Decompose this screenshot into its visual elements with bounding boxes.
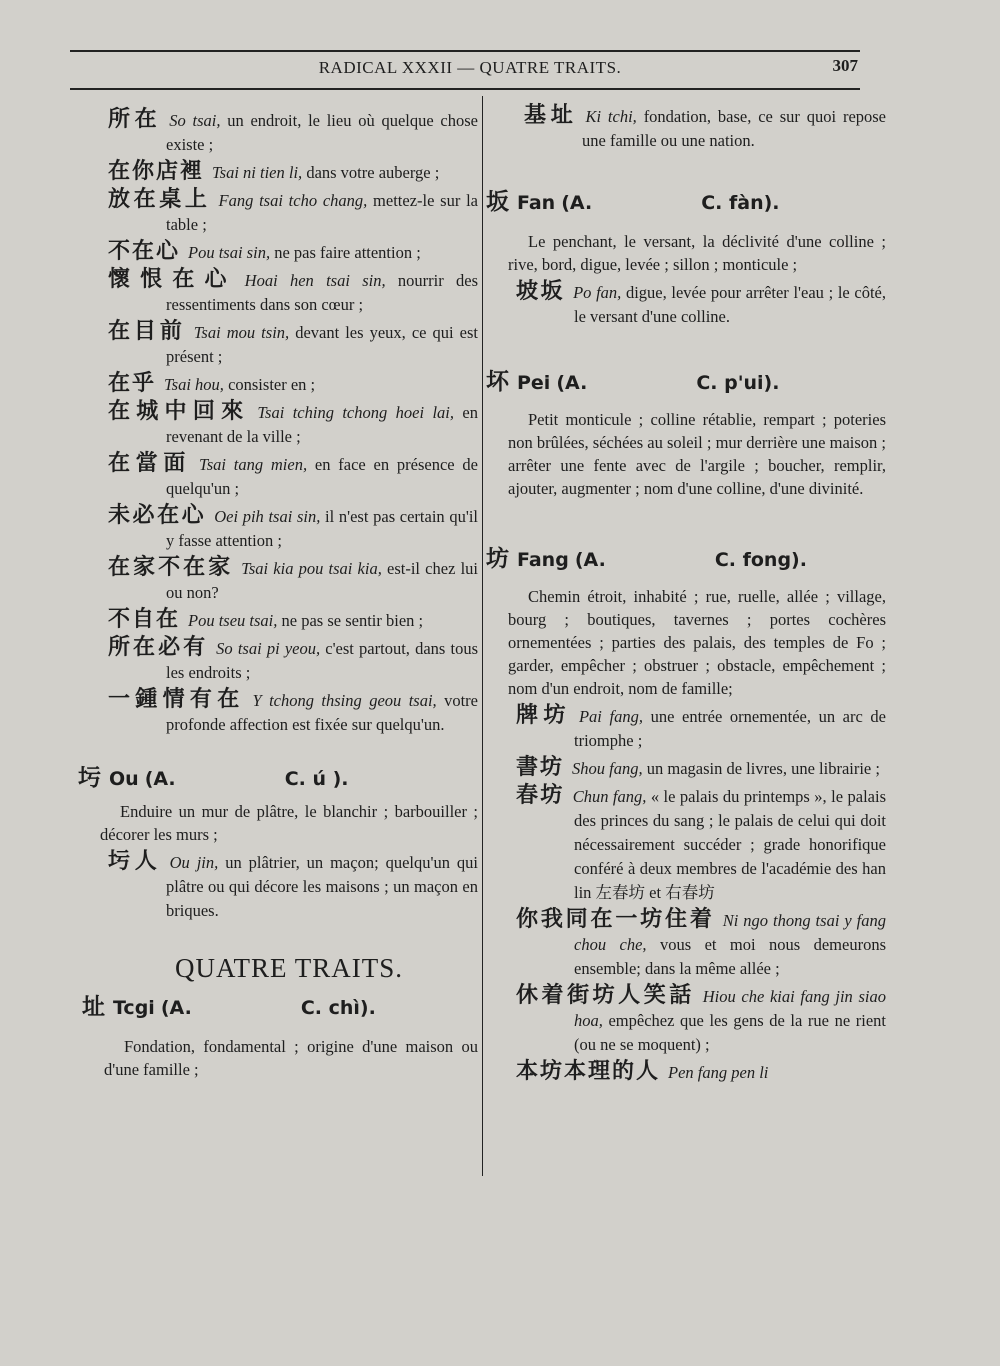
fan-head	[486, 183, 886, 216]
pei-block	[486, 363, 886, 500]
entry-chinese: 牌坊	[516, 703, 571, 728]
entry-romanization: So tsai pi yeou,	[216, 639, 321, 658]
section-title: QUATRE TRAITS.	[174, 953, 403, 983]
fan-block	[486, 183, 886, 276]
entry-chinese: 所在	[108, 107, 162, 132]
header-rule-top	[70, 50, 860, 52]
entry-romanization: Tsai tching tchong hoei lai,	[257, 403, 455, 422]
entry-definition: consister en ;	[228, 375, 316, 394]
entry-chinese: 在目前	[108, 319, 186, 344]
entry-definition: votre profonde affection est fixée sur quelqu'un.	[166, 691, 478, 734]
dictionary-entry	[100, 608, 478, 633]
fang-head	[486, 540, 886, 573]
right-entry-list	[516, 104, 886, 153]
entry-chinese: 不自在	[108, 607, 181, 632]
entry-definition: nourrir des ressentiments dans son cœur ;	[166, 271, 478, 314]
entry-romanization: Ni ngo thong tsai y fang chou che,	[574, 911, 886, 954]
entry-chinese: 圬人	[108, 849, 162, 874]
dictionary-entry	[100, 160, 478, 185]
entry-definition: une entrée ornementée, un arc de triomphe ;	[574, 707, 887, 750]
entry-chinese: 書坊	[516, 755, 565, 780]
entry-chinese: 一鍾情有在	[108, 687, 245, 712]
entry-definition: fondation, base, ce sur quoi repose une famille ou une nation.	[582, 107, 887, 150]
entry-romanization: Ki tchi,	[585, 107, 637, 126]
dictionary-entry	[100, 372, 478, 397]
ou-block	[78, 759, 478, 846]
entry-definition: il n'est pas certain qu'il y fasse attention ;	[166, 507, 478, 550]
ou-entry-list	[100, 850, 478, 923]
dictionary-entry	[100, 636, 478, 685]
entry-definition: digue, levée pour arrêter l'eau ; le côté, le versant d'une colline.	[574, 283, 886, 326]
fan-character: 坂	[486, 189, 509, 215]
entry-romanization: Tsai mou tsin,	[193, 323, 290, 342]
entry-chinese: 在家不在家	[108, 555, 234, 580]
entry-definition: en face en présence de quelqu'un ;	[166, 455, 479, 498]
entry-romanization: Oei pih tsai sin,	[214, 507, 321, 526]
dictionary-entry	[100, 240, 478, 265]
entry-chinese: 所在必有	[108, 635, 209, 660]
pei-definition: Petit monticule ; colline rétablie, rempart ; poteries non brûlées, séchées au soleil ; mur derrière une maison ; arrêter une fente avec de l'argile ; boucher, remplir, ajouter, augmenter ; nom d'une colline, d'une divinité.	[508, 410, 887, 498]
entry-romanization: Hoai hen tsai sin,	[244, 271, 386, 290]
dictionary-entry	[100, 850, 478, 923]
pei-c: C. p'ui).	[696, 372, 780, 394]
tcgi-name: Tcgi	[113, 997, 155, 1019]
ou-character: 圬	[78, 765, 101, 791]
dictionary-entry	[508, 784, 886, 905]
entry-romanization: Shou fang,	[572, 759, 643, 778]
right-column	[486, 104, 886, 1088]
left-entry-list	[100, 108, 478, 737]
ou-c: C. ú ).	[284, 768, 349, 790]
entry-definition: devant les yeux, ce qui est présent ;	[166, 323, 478, 366]
entry-definition: un magasin de livres, une librairie ;	[646, 759, 880, 778]
fan-a: (A.	[561, 192, 593, 214]
pei-name: Pei	[517, 372, 551, 394]
ou-name: Ou	[109, 768, 139, 790]
entry-romanization: Y tchong thsing geou tsai,	[252, 691, 437, 710]
entry-definition: en revenant de la ville ;	[166, 403, 478, 446]
entry-definition: vous et moi nous demeurons ensemble; dans la même allée ;	[574, 935, 886, 978]
entry-definition: mettez-le sur la table ;	[166, 191, 478, 234]
dictionary-entry	[100, 688, 478, 737]
page-number: 307	[832, 56, 858, 75]
column-divider	[482, 96, 483, 1176]
pei-head	[486, 363, 886, 396]
tcgi-a: (A.	[160, 997, 192, 1019]
dictionary-entry	[100, 400, 478, 449]
dictionary-entry	[508, 908, 886, 981]
entry-definition: « le palais du printemps », le palais des princes du sang ; le palais de celui qui doit nécessairement succéder ; grade honorifique conféré à deux membres de l'académie des han lin 左春坊 et 右春坊	[574, 787, 887, 902]
entry-definition: empêchez que les gens de la rue ne rient (ou ne se moquent) ;	[574, 1011, 886, 1054]
entry-romanization: Pou tseu tsai,	[188, 611, 278, 630]
dictionary-entry	[508, 756, 886, 781]
ou-definition: Enduire un mur de plâtre, le blanchir ; barbouiller ; décorer les murs ;	[100, 802, 478, 844]
entry-definition: c'est partout, dans tous les endroits ;	[166, 639, 478, 682]
left-column	[78, 107, 479, 1081]
entry-chinese: 不在心	[108, 239, 181, 264]
entry-chinese: 在當面	[108, 451, 192, 476]
dictionary-entry	[100, 556, 478, 605]
entry-romanization: Tsai hou,	[164, 375, 224, 394]
entry-chinese: 放在桌上	[108, 187, 211, 212]
entry-chinese: 春坊	[516, 783, 565, 808]
entry-definition: ne pas faire attention ;	[274, 243, 421, 262]
entry-romanization: Pou tsai sin,	[188, 243, 271, 262]
fang-block	[486, 540, 886, 700]
fang-a: (A.	[574, 549, 606, 571]
pei-a: (A.	[556, 372, 588, 394]
dictionary-entry	[508, 704, 886, 753]
entry-romanization: Pen fang pen li	[668, 1063, 769, 1082]
entry-chinese: 在乎	[108, 371, 157, 396]
entry-chinese: 在你店裡	[108, 159, 205, 184]
fang-definition: Chemin étroit, inhabité ; rue, ruelle, allée ; village, bourg ; boutiques, tavernes ; portes cochères ornementées ; parties des palais, des temples de Fo ; garder, empêcher ; obstruer ; obstacle, empêchement ; nom d'un endroit, nom de famille;	[508, 587, 886, 698]
entry-romanization: Ou jin,	[169, 853, 219, 872]
entry-romanization: Hiou che kiai fang jin siao hoa,	[574, 987, 886, 1030]
running-header: RADICAL XXXII — QUATRE TRAITS.	[318, 58, 622, 77]
dictionary-entry	[100, 452, 478, 501]
tcgi-c: C. chì).	[300, 997, 376, 1019]
dictionary-entry	[100, 188, 478, 237]
entry-romanization: Tsai tang mien,	[199, 455, 308, 474]
entry-romanization: Chun fang,	[572, 787, 647, 806]
entry-chinese: 休着街坊人笑話	[516, 983, 695, 1008]
fan-name: Fan	[517, 192, 556, 214]
tcgi-character: 址	[82, 994, 105, 1020]
dictionary-entry	[100, 504, 478, 553]
dictionary-entry	[508, 984, 886, 1057]
entry-chinese: 未必在心	[108, 503, 207, 528]
entry-chinese: 你我同在一坊住着	[516, 907, 715, 932]
entry-chinese: 懷恨在心	[108, 267, 237, 292]
fan-definition: Le penchant, le versant, la déclivité d'une colline ; rive, bord, digue, levée ; sillon ; monticule ;	[508, 232, 886, 274]
entry-definition: un endroit, le lieu où quelque chose existe ;	[166, 111, 479, 154]
entry-chinese: 在城中回來	[108, 399, 250, 424]
entry-definition: dans votre auberge ;	[306, 163, 440, 182]
tcgi-definition: Fondation, fondamental ; origine d'une maison ou d'une famille ;	[104, 1037, 478, 1079]
tcgi-head	[82, 988, 478, 1021]
dictionary-entry	[100, 320, 478, 369]
entry-chinese: 本坊本理的人	[516, 1059, 661, 1084]
dictionary-entry	[508, 1060, 886, 1085]
entry-romanization: Tsai kia pou tsai kia,	[241, 559, 382, 578]
entry-romanization: Po fan,	[573, 283, 622, 302]
fang-entry-list	[508, 704, 886, 1085]
entry-definition: ne pas se sentir bien ;	[281, 611, 424, 630]
fang-c: C. fong).	[714, 549, 807, 571]
header-rule-bottom	[70, 88, 860, 90]
ou-head	[78, 759, 478, 792]
entry-definition: un plâtrier, un maçon; quelqu'un qui plâtre ou qui décore les maisons ; un maçon en briques.	[166, 853, 478, 920]
entry-romanization: Fang tsai tcho chang,	[218, 191, 368, 210]
entry-romanization: So tsai,	[169, 111, 221, 130]
dictionary-entry	[516, 104, 886, 153]
fan-entry-list	[508, 280, 886, 329]
ou-a: (A.	[144, 768, 176, 790]
dictionary-entry	[100, 108, 478, 157]
entry-chinese: 坡坂	[516, 279, 566, 304]
entry-romanization: Tsai ni tien li,	[212, 163, 303, 182]
entry-definition: est-il chez lui ou non?	[166, 559, 478, 602]
fan-c: C. fàn).	[701, 192, 780, 214]
dictionary-entry	[100, 268, 478, 317]
dictionary-entry	[508, 280, 886, 329]
tcgi-block	[82, 988, 478, 1081]
fang-character: 坊	[486, 546, 509, 572]
entry-chinese: 基址	[524, 103, 578, 128]
entry-romanization: Pai fang,	[578, 707, 643, 726]
fang-name: Fang	[517, 549, 569, 571]
pei-character: 坏	[486, 369, 509, 395]
